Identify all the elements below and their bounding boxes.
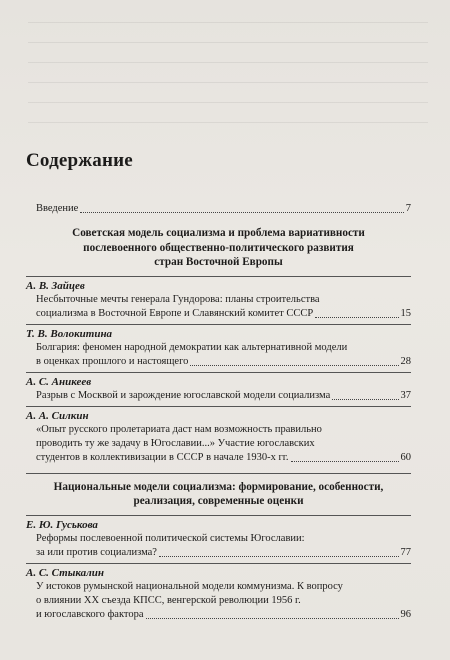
entry-title-line: и югославского фактора bbox=[36, 608, 144, 620]
toc-entry bbox=[26, 580, 411, 622]
page-number: 37 bbox=[400, 389, 411, 401]
page-number: 77 bbox=[400, 546, 411, 558]
entry-title-line: о влиянии XX съезда КПСС, венгерской революции 1956 г. bbox=[36, 594, 301, 606]
leader-dots bbox=[190, 365, 398, 366]
toc-entry bbox=[26, 532, 411, 560]
toc-entry bbox=[26, 389, 411, 403]
leader-dots bbox=[80, 212, 403, 213]
section-title-line: стран Восточной Европы bbox=[154, 256, 283, 268]
page-number: 60 bbox=[400, 451, 411, 463]
toc-entry bbox=[26, 341, 411, 369]
page-number: 15 bbox=[400, 307, 411, 319]
entry-title-line: Несбыточные мечты генерала Гундорова: планы строительства bbox=[36, 293, 320, 305]
entry-title-line: Разрыв с Москвой и зарождение югославской модели социализма bbox=[36, 389, 331, 401]
section-title bbox=[26, 226, 411, 270]
page-number: 28 bbox=[400, 355, 411, 367]
author-name: А. С. Стыкалин bbox=[26, 563, 411, 580]
page-number: 96 bbox=[400, 608, 411, 620]
author-name: Т. В. Волокитина bbox=[26, 324, 411, 341]
leader-dots bbox=[159, 556, 399, 557]
toc-entry-title: Введение bbox=[36, 203, 79, 214]
page-title: Содержание bbox=[26, 150, 133, 171]
table-of-contents bbox=[26, 202, 411, 622]
author-name: А. С. Аникеев bbox=[26, 372, 411, 389]
author-name: А. А. Силкин bbox=[26, 406, 411, 423]
entry-title-line: Реформы послевоенной политической системы Югославии: bbox=[36, 532, 305, 544]
author-name: Е. Ю. Гуськова bbox=[26, 515, 411, 532]
section-title bbox=[26, 480, 411, 509]
entry-title-line: в оценках прошлого и настоящего bbox=[36, 355, 189, 367]
entry-title-line: «Опыт русского пролетариата даст нам возможность правильно bbox=[36, 423, 322, 435]
section-title-line: послевоенного общественно-политического развития bbox=[83, 241, 354, 254]
toc-entry-intro bbox=[26, 202, 411, 216]
leader-dots bbox=[315, 317, 398, 318]
author-name: А. В. Зайцев bbox=[26, 276, 411, 293]
entry-title-line: проводить ту же задачу в Югославии...» Участие югославских bbox=[36, 437, 315, 449]
bleed-through-text bbox=[28, 6, 428, 126]
entry-title-line: социализма в Восточной Европе и Славянский комитет СССР bbox=[36, 307, 314, 319]
leader-dots bbox=[291, 461, 399, 462]
entry-title-line: У истоков румынской национальной модели коммунизма. К вопросу bbox=[36, 580, 343, 592]
toc-entry bbox=[26, 293, 411, 321]
toc-entry bbox=[26, 423, 411, 465]
section-title-line: Советская модель социализма и проблема вариативности bbox=[72, 227, 365, 239]
section-divider bbox=[26, 473, 411, 474]
section-title-line: Национальные модели социализма: формирование, особенности, bbox=[53, 480, 384, 493]
entry-title-line: Болгария: феномен народной демократии как альтернативной модели bbox=[36, 341, 348, 353]
leader-dots bbox=[146, 618, 399, 619]
entry-title-line: за или против социализма? bbox=[36, 546, 157, 558]
entry-title-line: студентов в коллективизации в СССР в начале 1930-х гг. bbox=[36, 451, 289, 463]
leader-dots bbox=[332, 399, 398, 400]
section-title-line: реализация, современные оценки bbox=[133, 495, 304, 507]
page-number: 7 bbox=[405, 203, 411, 214]
